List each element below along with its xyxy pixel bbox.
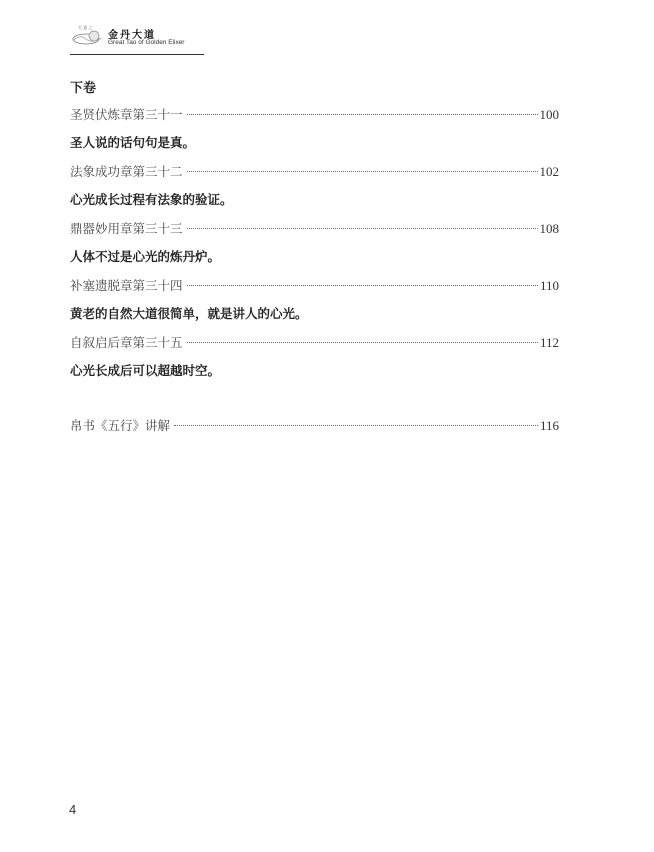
logo-mark-text: 大 意 之 — [78, 25, 93, 30]
toc-entry[interactable] — [70, 219, 559, 247]
header-logo — [70, 20, 204, 55]
logo-subtitle: Great Tao of Golden Elixer — [108, 39, 185, 46]
toc-entry-page: 102 — [539, 164, 559, 179]
dot-leader — [187, 171, 538, 172]
toc-entry[interactable] — [70, 105, 559, 133]
toc-entry-appendix[interactable] — [70, 416, 559, 444]
toc-entry-page: 100 — [539, 107, 559, 122]
dot-leader — [174, 425, 538, 426]
table-of-contents — [70, 79, 559, 444]
toc-entry-note: 心光成长过程有法象的验证。 — [70, 192, 233, 207]
toc-entry-title: 帛书《五行》讲解 — [70, 418, 171, 433]
toc-entry-title: 自叙启后章第三十五 — [70, 335, 183, 350]
toc-entry-title: 补塞遗脱章第三十四 — [70, 278, 183, 293]
page-number: 4 — [69, 802, 77, 817]
toc-entry-page: 108 — [539, 221, 559, 236]
toc-entry[interactable] — [70, 162, 559, 190]
logo-mark-icon — [72, 24, 110, 46]
toc-entry-note: 心光长成后可以超越时空。 — [70, 363, 221, 378]
toc-entry-title: 法象成功章第三十二 — [70, 164, 183, 179]
toc-entry-page: 112 — [539, 335, 559, 350]
dot-leader — [187, 285, 538, 286]
toc-entry[interactable] — [70, 276, 559, 304]
dot-leader — [187, 342, 538, 343]
section-spacer — [70, 390, 559, 416]
dot-leader — [187, 114, 538, 115]
toc-entry-page: 110 — [539, 278, 559, 293]
toc-entry-note: 圣人说的话句句是真。 — [70, 135, 196, 150]
toc-entry-title: 圣贤伏炼章第三十一 — [70, 107, 183, 122]
toc-entry[interactable] — [70, 333, 559, 361]
toc-entry-note: 人体不过是心光的炼丹炉。 — [70, 249, 221, 264]
section-label: 下卷 — [70, 81, 97, 96]
toc-entry-page: 116 — [539, 418, 559, 433]
toc-entry-title: 鼎器妙用章第三十三 — [70, 221, 183, 236]
dot-leader — [187, 228, 538, 229]
toc-entry-note: 黄老的自然大道很简单，就是讲人的心光。 — [70, 306, 308, 321]
logo-title: 金丹大道 — [108, 30, 156, 41]
